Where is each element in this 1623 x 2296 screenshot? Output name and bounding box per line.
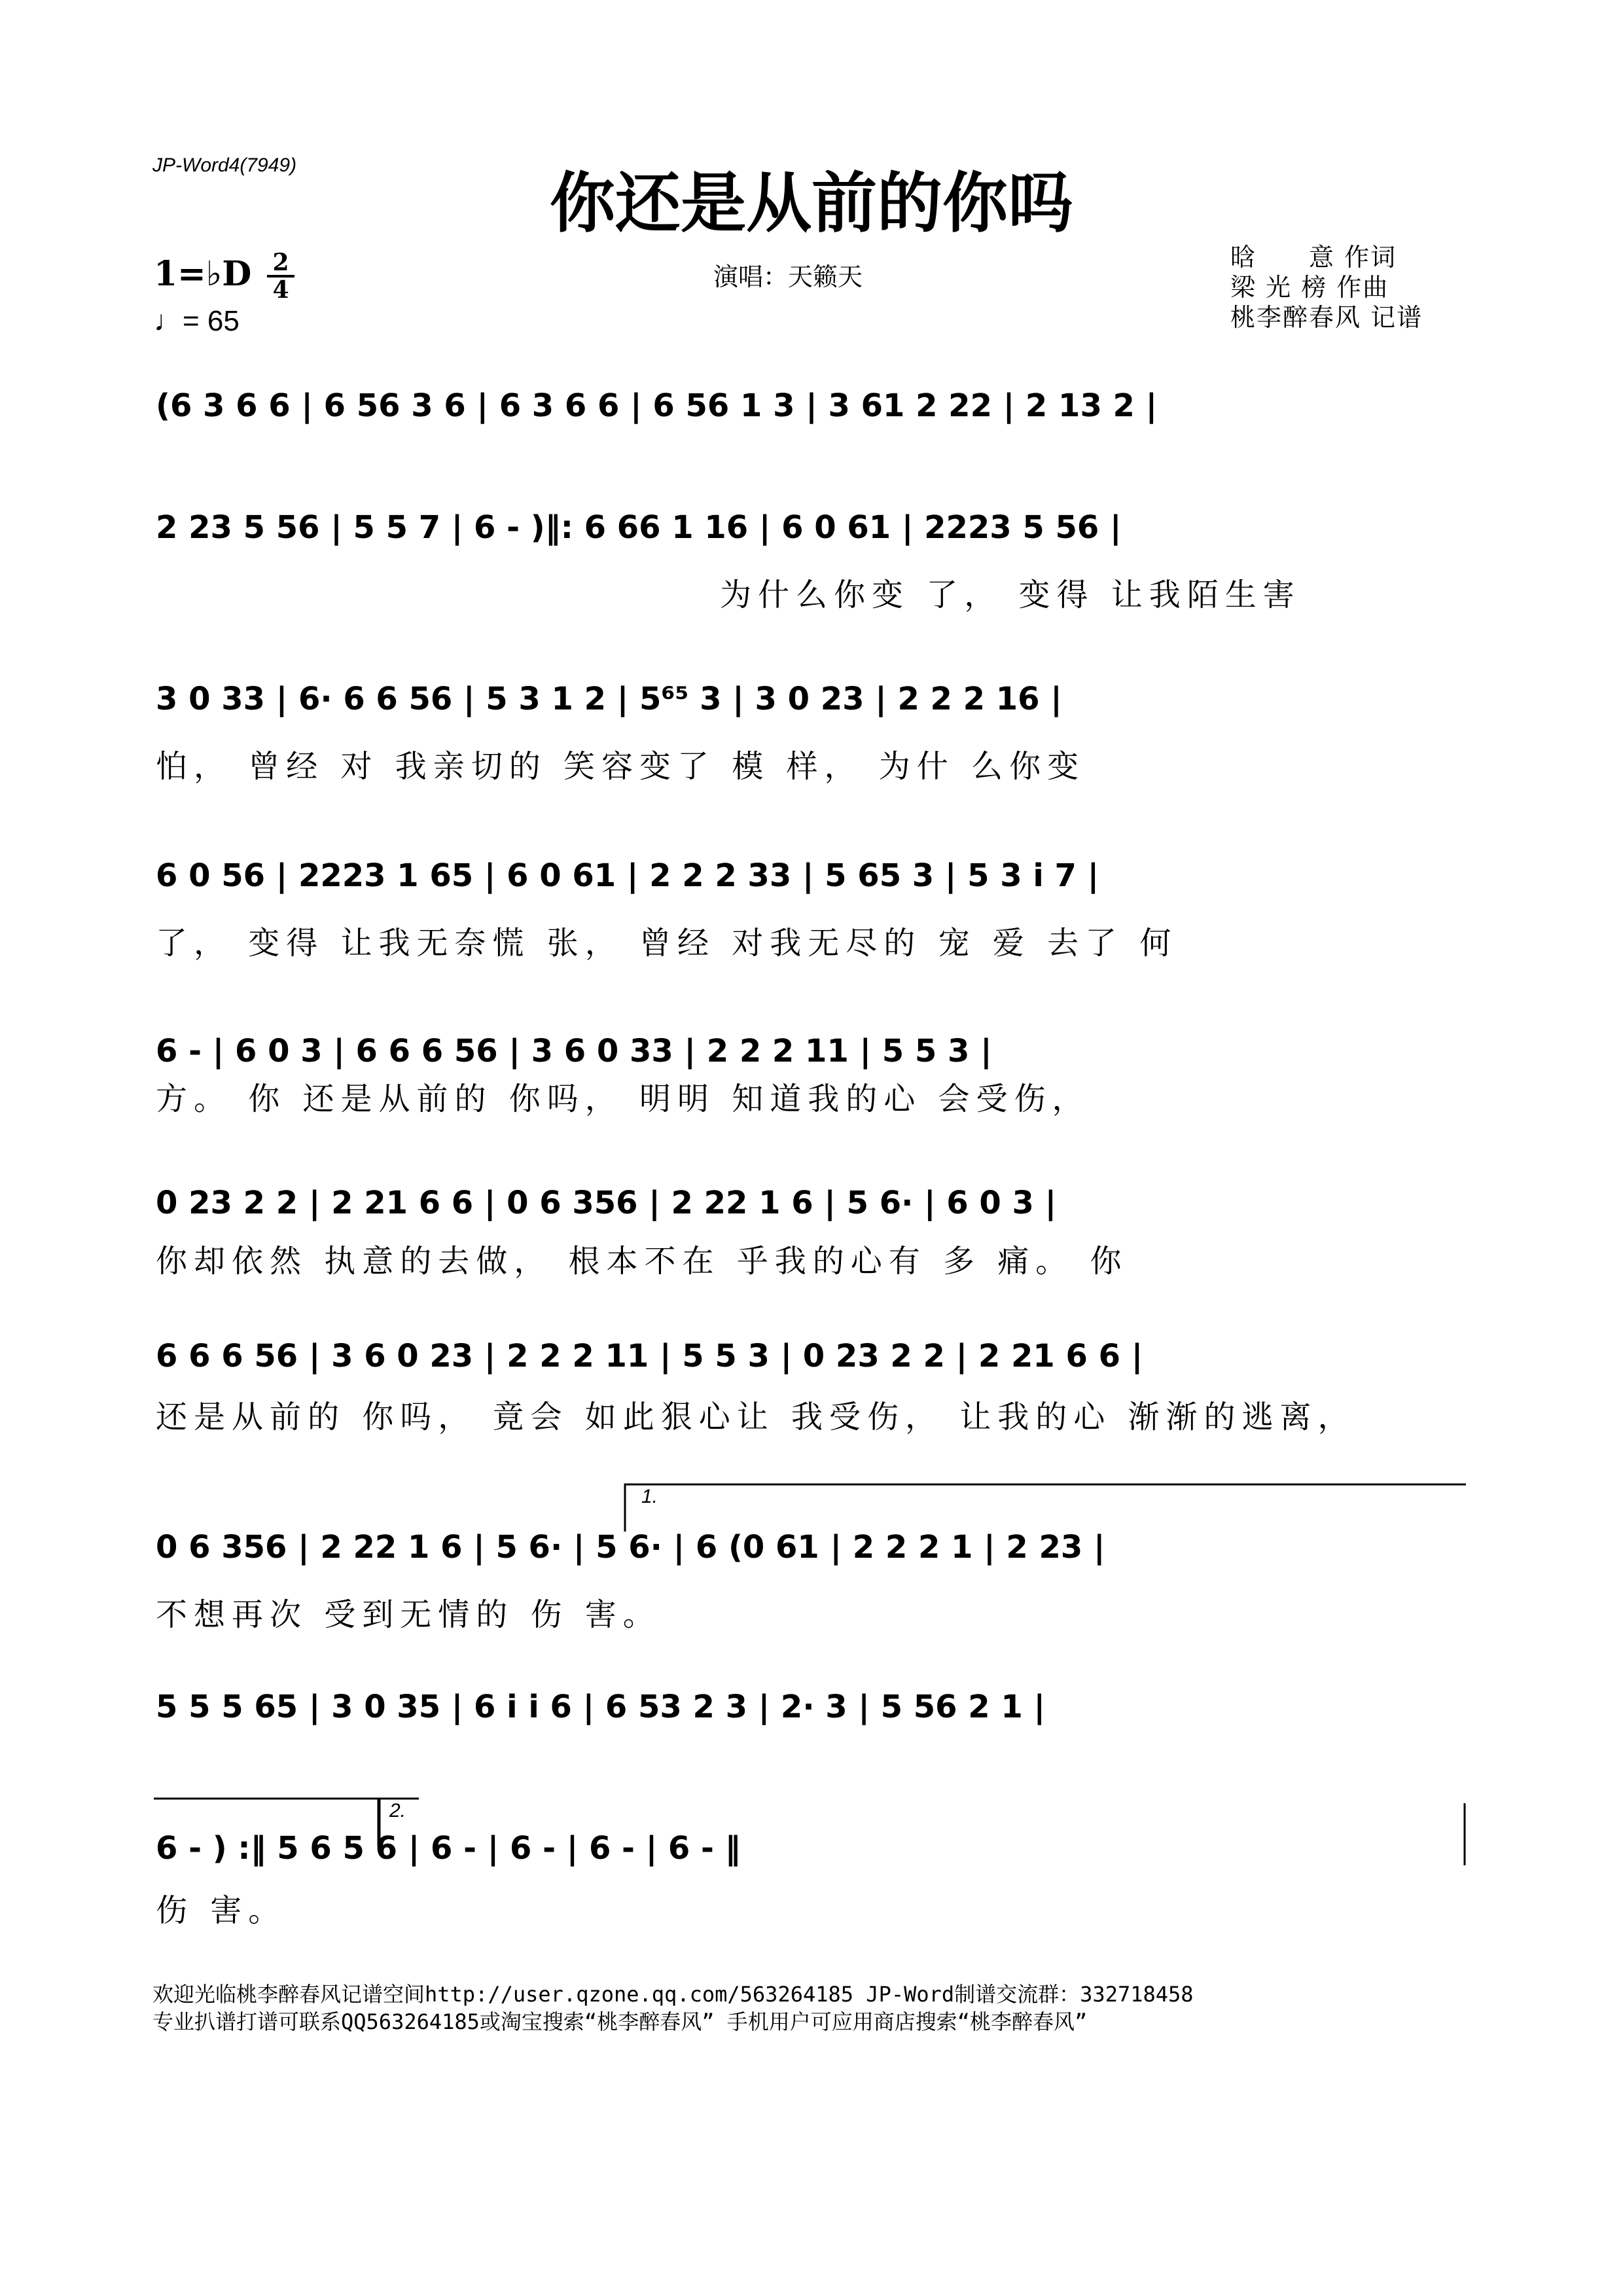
lyric-line-2: 为什么你变 了， 变得 让我陌生害 (720, 577, 1301, 613)
lyric-line-7: 还是从前的 你吗， 竟会 如此狠心让 我受伤， 让我的心 渐渐的逃离， (156, 1399, 1356, 1435)
lyric-line-3: 怕， 曾经 对 我亲切的 笑容变了 模 样， 为什 么你变 (156, 748, 1086, 785)
meter-numerator: 2 (272, 249, 289, 276)
notation-line-8: 0 6 356 | 2 22 1 6 | 5 6· | 5 6· | 6 (0 61 | 2 2 2 1 | 2 23 | (156, 1529, 1105, 1566)
lyricist-credit: 晗 意 作词 (1230, 243, 1397, 272)
notation-line-1: (6 3 6 6 | 6 56 3 6 | 6 3 6 6 | 6 56 1 3 | 3 61 2 22 | 2 13 2 | (156, 387, 1158, 424)
notation-line-7: 6 6 6 56 | 3 6 0 23 | 2 2 2 11 | 5 5 3 | 0 23 2 2 | 2 21 6 6 | (156, 1338, 1143, 1374)
software-tag: JP-Word4(7949) (152, 154, 297, 176)
tempo-marking: ♩= 65 (154, 305, 240, 337)
notation-line-10: 6 - ) :‖ 5 6 5 6 | 6 - | 6 - | 6 - | 6 - ‖ (156, 1830, 741, 1867)
lyric-line-6: 你却依然 执意的去做， 根本不在 乎我的心有 多 痛。 你 (156, 1243, 1128, 1280)
lyric-line-10: 伤 害。 (156, 1892, 287, 1929)
lyric-line-8: 不想再次 受到无情的 伤 害。 (156, 1596, 661, 1633)
volta-1-label: 1. (641, 1486, 658, 1507)
volta-1-bracket (625, 1484, 1466, 1532)
transcriber-credit: 桃李醉春风 记谱 (1230, 303, 1423, 332)
notation-line-9: 5 5 5 65 | 3 0 35 | 6 i i 6 | 6 53 2 3 | 2· 3 | 5 56 2 1 | (156, 1689, 1045, 1725)
notation-line-4: 6 0 56 | 2223 1 65 | 6 0 61 | 2 2 2 33 | 5 65 3 | 5 3 i 7 | (156, 857, 1099, 894)
singer-credit: 演唱：天籁天 (713, 262, 863, 291)
footer-line-1: 欢迎光临桃李醉春风记谱空间http://user.qzone.qq.com/563264185 JP-Word制谱交流群：332718458 (152, 1982, 1194, 2007)
song-title: 你还是从前的你吗 (550, 165, 1073, 242)
volta-2-bracket (154, 1799, 378, 1846)
notation-line-3: 3 0 33 | 6· 6 6 56 | 5 3 1 2 | 5⁶⁵ 3 | 3 0 23 | 2 2 2 16 | (156, 681, 1062, 717)
volta-2-label: 2. (389, 1800, 406, 1821)
lyric-line-5: 方。 你 还是从前的 你吗， 明明 知道我的心 会受伤， (156, 1081, 1090, 1117)
key-signature: 1=♭D (154, 254, 252, 294)
composer-credit: 梁 光 榜 作曲 (1230, 273, 1389, 302)
lyric-line-4: 了， 变得 让我无奈慌 张， 曾经 对我无尽的 宠 爱 去了 何 (156, 925, 1178, 961)
notation-line-6: 0 23 2 2 | 2 21 6 6 | 0 6 356 | 2 22 1 6 | 5 6· | 6 0 3 | (156, 1185, 1057, 1221)
notation-line-5: 6 - | 6 0 3 | 6 6 6 56 | 3 6 0 33 | 2 2 2 11 | 5 5 3 | (156, 1033, 992, 1069)
meter-denominator: 4 (267, 275, 294, 302)
notation-line-2: 2 23 5 56 | 5 5 7 | 6 - )‖: 6 66 1 16 | 6 0 61 | 2223 5 56 | (156, 509, 1122, 546)
footer-line-2: 专业扒谱打谱可联系QQ563264185或淘宝搜索“桃李醉春风” 手机用户可应用商店搜索“桃李醉春风” (152, 2009, 1088, 2034)
